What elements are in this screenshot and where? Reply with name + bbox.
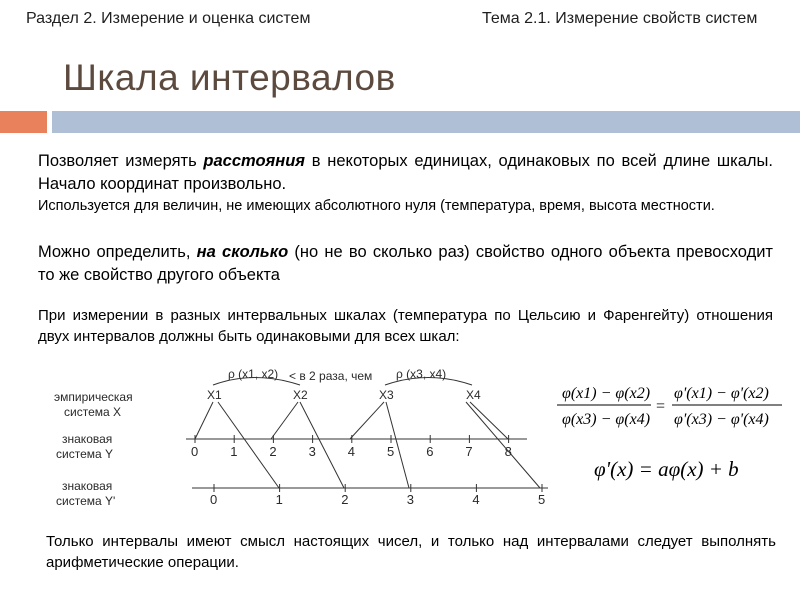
empirical-system-label-line2: система X	[64, 405, 121, 419]
scale-y2-tick-label-0: 0	[210, 492, 218, 507]
sign-system-y2-label-line1: знаковая	[62, 479, 113, 493]
formula-rhs-numerator: φ'(x1) − φ'(x2)	[674, 385, 769, 402]
paragraph-conclusion: Только интервалы имеют смысл настоящих чисел, и только над интервалами следует выполнять арифметические операции.	[46, 533, 776, 571]
scale-y2-tick-label-1: 1	[275, 492, 283, 507]
scale-y-tick-label-4: 4	[347, 444, 356, 459]
scale-y2-tick-label-5: 5	[538, 492, 546, 507]
scale-y-tick-label-5: 5	[387, 444, 395, 459]
formula-equals: =	[656, 398, 666, 415]
scale-y-tick-label-0: 0	[191, 444, 199, 459]
formula-lhs-numerator: φ(x1) − φ(x2)	[562, 385, 651, 402]
sign-system-y-label-line2: система Y	[56, 447, 113, 461]
p3-text-before: Можно определить,	[38, 243, 197, 261]
scale-y-tick-label-2: 2	[269, 444, 277, 459]
topic-header: Тема 2.1. Измерение свойств систем	[482, 10, 758, 27]
map-x1-to-y	[195, 402, 213, 439]
slide-title: Шкала интервалов	[63, 57, 396, 98]
scale-y-tick-label-8: 8	[504, 444, 512, 459]
paragraph-ratio: При измерении в разных интервальных шкалах (температура по Цельсию и Фаренгейту) отношения двух интервалов должны быть одинаковыми для всех шкал:	[38, 307, 773, 345]
scale-y-tick-label-1: 1	[230, 444, 238, 459]
map-x4-to-y	[470, 402, 508, 439]
paragraph-usage: Используется для величин, не имеющих абсолютного нуля (температура, время, высота местности.	[38, 198, 715, 214]
p1-emphasis: расстояния	[203, 152, 306, 170]
scale-y2-tick-label-2: 2	[341, 492, 349, 507]
empirical-system-label-line1: эмпирическая	[54, 390, 133, 404]
scale-y2-tick-label-4: 4	[472, 492, 480, 507]
rho-x1-x2-label: ρ (x1, x2)	[228, 367, 279, 381]
p3-text-after: (но не во сколько раз) свойство одного объекта превосходит то же свойство другого объекта	[38, 243, 773, 284]
formula-lhs-denominator: φ(x3) − φ(x4)	[562, 411, 651, 428]
mapping-lines	[195, 402, 540, 488]
formula-rhs-denominator: φ'(x3) − φ'(x4)	[674, 411, 769, 428]
section-header: Раздел 2. Измерение и оценка систем	[26, 10, 311, 27]
comparison-label: < в 2 раза, чем	[289, 369, 373, 383]
map-x3-to-y	[350, 402, 384, 439]
map-x2-to-y	[271, 402, 298, 439]
scale-y-tick-label-3: 3	[308, 444, 316, 459]
scale-y2-tick-label-3: 3	[406, 492, 415, 507]
p1-text-after: в некоторых единицах, одинаковых по всей длине шкалы. Начало координат произвольно.	[38, 152, 773, 193]
point-x4: X4	[466, 388, 481, 402]
formula-linear-transform: φ'(x) = aφ(x) + b	[594, 457, 739, 481]
scale-y-tick-label-6: 6	[426, 444, 434, 459]
rho-x3-x4-label: ρ (x3, x4)	[396, 367, 447, 381]
scale-y2-ticks	[210, 484, 545, 507]
scale-y-tick-label-7: 7	[465, 444, 473, 459]
p1-text-before: Позволяет измерять	[38, 152, 204, 170]
point-x2: X2	[293, 388, 308, 402]
point-x3: X3	[379, 388, 394, 402]
map-x4-to-y2	[466, 402, 540, 488]
p3-emphasis: на сколько	[196, 243, 289, 261]
map-x2-to-y2	[300, 402, 344, 488]
sign-system-y2-label-line2: система Y'	[56, 494, 116, 508]
point-x1: X1	[207, 388, 222, 402]
sign-system-y-label-line1: знаковая	[62, 432, 113, 446]
